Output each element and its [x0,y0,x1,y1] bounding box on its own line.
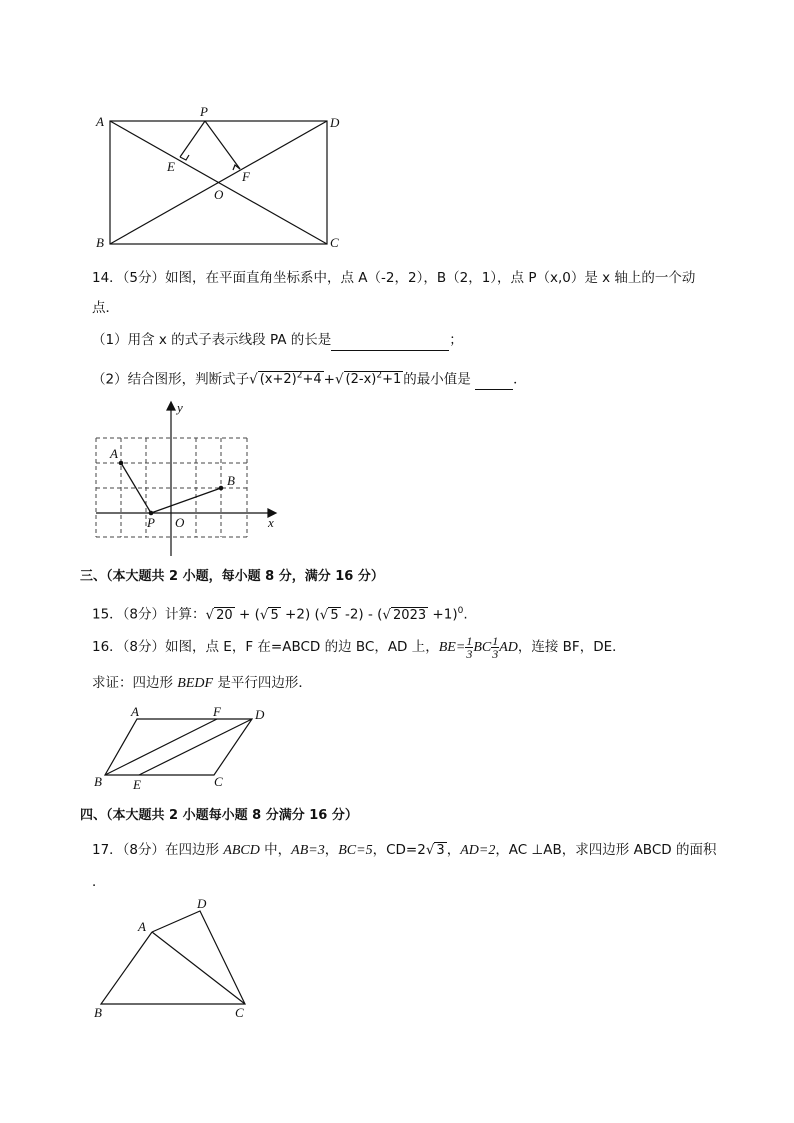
sqrt-5b: √ 5 [319,606,339,623]
q14-part2-text: （2）结合图形，判断式子 [92,371,250,388]
label-d: D [197,896,207,911]
q16-be: BE= [438,640,466,655]
q15-t1: + ( [234,606,260,623]
q17-mid1: 中， [259,842,292,858]
q17-abcd: ABCD [223,843,260,858]
sqrt-20: √ 20 [205,606,233,623]
label-x: x [268,515,274,530]
q14-part1-end: ； [449,332,463,348]
q14-part1-text: （1）用含 x 的式子表示线段 PA 的长是 [92,332,332,348]
q14-line2: 点． [92,300,119,316]
plus-sign: + [323,371,335,388]
q15-t4: +1) [428,606,458,623]
sqrt-3: √ 3 [425,842,445,858]
q17-ad: AD=2 [460,843,496,858]
q16-bedf: BEDF [177,676,214,691]
sqrt-5a: √ 5 [259,606,279,623]
label-b: B [94,774,102,789]
q17-suffix: ，AC ⊥AB，求四边形 ABCD 的面积 [495,842,717,858]
q16-prefix: 16．（8分）如图，点 E，F 在=ABCD 的边 BC，AD 上， [92,639,439,655]
q16-suffix: ，连接 BF，DE． [517,639,626,655]
label-a: A [131,704,139,719]
q17-c3: ， [446,842,461,858]
label-d: D [255,707,265,722]
q14-part2-end: ． [513,371,527,388]
label-f: F [213,704,221,719]
label-d: D [330,115,340,130]
label-e: E [133,777,141,792]
q17-dot: ． [92,874,106,890]
label-b: B [227,473,235,488]
q17-c2: ，CD=2 [372,842,426,858]
sqrt-2023: √ 2023 [382,606,427,623]
q15-t2: +2) ( [280,606,320,623]
label-c: C [330,235,339,250]
label-a: A [96,114,104,129]
rad2-base: (2-x) [345,372,377,388]
rad1-exp: 2 [296,371,303,381]
sqrt-expr-1: √ $(x+2)^2+4$ [249,371,322,388]
rad1-tail: +4 [302,372,322,388]
label-a: A [138,919,146,934]
rad2-tail: +1 [382,372,402,388]
label-y: y [177,400,183,415]
label-p: P [200,104,208,119]
label-p: P [147,515,155,530]
label-b: B [94,1005,102,1020]
q15-t3: -2) - ( [340,606,383,623]
fraction-one-third-a: $\frac{1}{3}$ [466,633,473,661]
label-e: E [167,159,175,174]
label-c: C [235,1005,244,1020]
section-3-title: 三、（本大题共 2 小题，每小题 8 分，满分 16 分） [80,569,384,584]
diagonal-ac [152,932,245,1004]
q16-proof-post: 是平行四边形． [213,675,312,691]
q16-ad: AD [499,640,518,655]
q14-part2-mid: 的最小值是 [403,371,471,388]
fraction-one-third-b: $\frac{1}{3}$ [492,633,499,661]
q16-proof-pre: 求证：四边形 [92,675,178,691]
q15-prefix: 15．（8分）计算： [92,606,206,623]
quadrilateral-outline [101,911,245,1004]
q17-c1: ， [324,842,339,858]
q15-end: . [463,606,468,623]
q17-ab: AB=3 [291,843,325,858]
label-b: B [96,235,104,250]
label-o: O [175,515,185,530]
q14-line1: 14．（5分）如图，在平面直角坐标系中，点 A（-2，2），B（2，1），点 P（x,0）是 x 轴上的一个动 [92,270,696,286]
q17-bc: BC=5 [338,843,373,858]
label-c: C [214,774,223,789]
q15-exp0: 0 [457,606,464,616]
label-o: O [214,187,224,202]
rad2-exp: 2 [376,371,383,381]
q16-bc: BC [473,640,492,655]
rad1-base: (x+2) [259,372,297,388]
label-f: F [242,169,250,184]
section-4-title: 四、（本大题共 2 小题每小题 8 分满分 16 分） [80,808,358,823]
sqrt-expr-2: √ $(2-x)^2+1$ [334,371,402,388]
label-a: A [110,446,118,461]
q17-prefix: 17．（8分）在四边形 [92,842,224,858]
